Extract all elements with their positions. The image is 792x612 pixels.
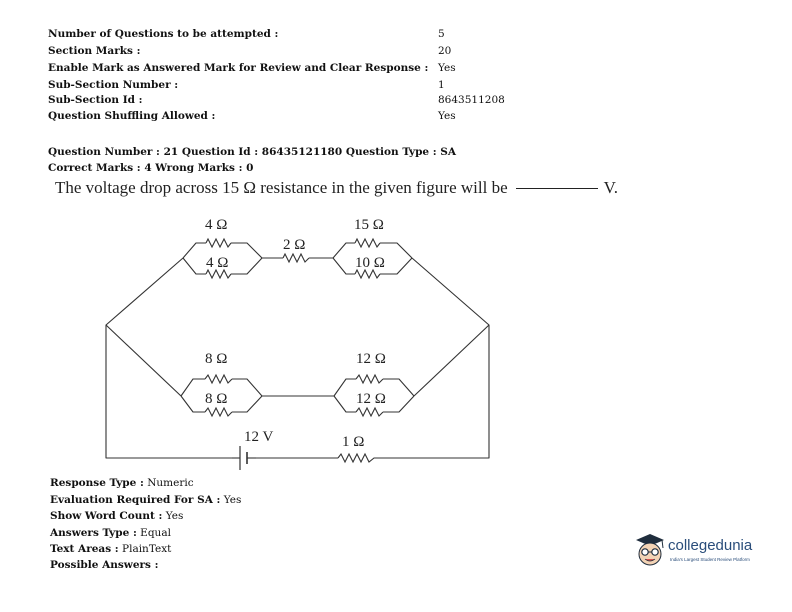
meta-value-questions: 5: [438, 28, 445, 40]
meta-label-subsection-id: Sub-Section Id :: [48, 94, 143, 106]
label-12ohm-upper: 12 Ω: [356, 351, 386, 367]
resistor-2ohm: [283, 254, 309, 262]
question-marks: Correct Marks : 4 Wrong Marks : 0: [48, 162, 254, 174]
meta-label-section-marks: Section Marks :: [48, 45, 141, 57]
meta-value-subsection-id: 8643511208: [438, 94, 505, 106]
label-8ohm-lower: 8 Ω: [205, 391, 228, 407]
resistor-1ohm: [338, 454, 378, 462]
label-10ohm: 10 Ω: [355, 255, 385, 271]
resistor-10ohm: [355, 270, 380, 278]
resistor-8ohm-lower: [205, 408, 232, 416]
collegedunia-logo: [632, 531, 762, 571]
label-8ohm-upper: 8 Ω: [205, 351, 228, 367]
possible-answers: Possible Answers :: [50, 559, 159, 571]
label-15ohm: 15 Ω: [354, 217, 384, 233]
logo-name: collegedunia: [668, 537, 753, 554]
label-12ohm-lower: 12 Ω: [356, 391, 386, 407]
question-text-after: V.: [603, 178, 618, 197]
logo-tagline: India's Largest Student Review Platform: [670, 557, 750, 562]
wire-left-inner: [106, 325, 181, 396]
meta-value-enable-mark: Yes: [438, 62, 456, 74]
meta-label-subsection-number: Sub-Section Number :: [48, 79, 179, 91]
label-4ohm-upper: 4 Ω: [205, 217, 228, 233]
meta-value-shuffling: Yes: [438, 110, 456, 122]
resistor-4ohm-upper: [206, 239, 231, 247]
response-type: Response Type : Numeric: [50, 477, 194, 489]
label-2ohm: 2 Ω: [283, 237, 306, 253]
resistor-8ohm-upper: [205, 375, 232, 383]
resistor-12ohm-upper: [356, 375, 383, 383]
wire-right-outer: [378, 258, 489, 458]
label-4ohm-lower: 4 Ω: [206, 255, 229, 271]
meta-label-enable-mark: Enable Mark as Answered Mark for Review and Clear Response :: [48, 62, 429, 74]
meta-label-questions: Number of Questions to be attempted :: [48, 28, 279, 40]
answers-type: Answers Type : Equal: [50, 527, 171, 539]
label-battery: 12 V: [244, 429, 274, 445]
question-header: Question Number : 21 Question Id : 86435121180 Question Type : SA: [48, 146, 457, 158]
meta-value-section-marks: 20: [438, 45, 452, 57]
evaluation-required: Evaluation Required For SA : Yes: [50, 494, 242, 506]
text-areas: Text Areas : PlainText: [50, 543, 172, 555]
resistor-4ohm-lower: [206, 270, 231, 278]
label-1ohm: 1 Ω: [342, 434, 365, 450]
resistor-15ohm: [355, 239, 380, 247]
graduate-mascot-icon: [632, 531, 668, 571]
show-word-count: Show Word Count : Yes: [50, 510, 184, 522]
meta-value-subsection-number: 1: [438, 79, 445, 91]
question-text-before: The voltage drop across 15 Ω resistance in the given figure will be: [55, 178, 508, 197]
meta-label-shuffling: Question Shuffling Allowed :: [48, 110, 216, 122]
battery-icon: [232, 446, 256, 470]
resistor-12ohm-lower: [356, 408, 383, 416]
wire-right-inner: [414, 325, 489, 396]
